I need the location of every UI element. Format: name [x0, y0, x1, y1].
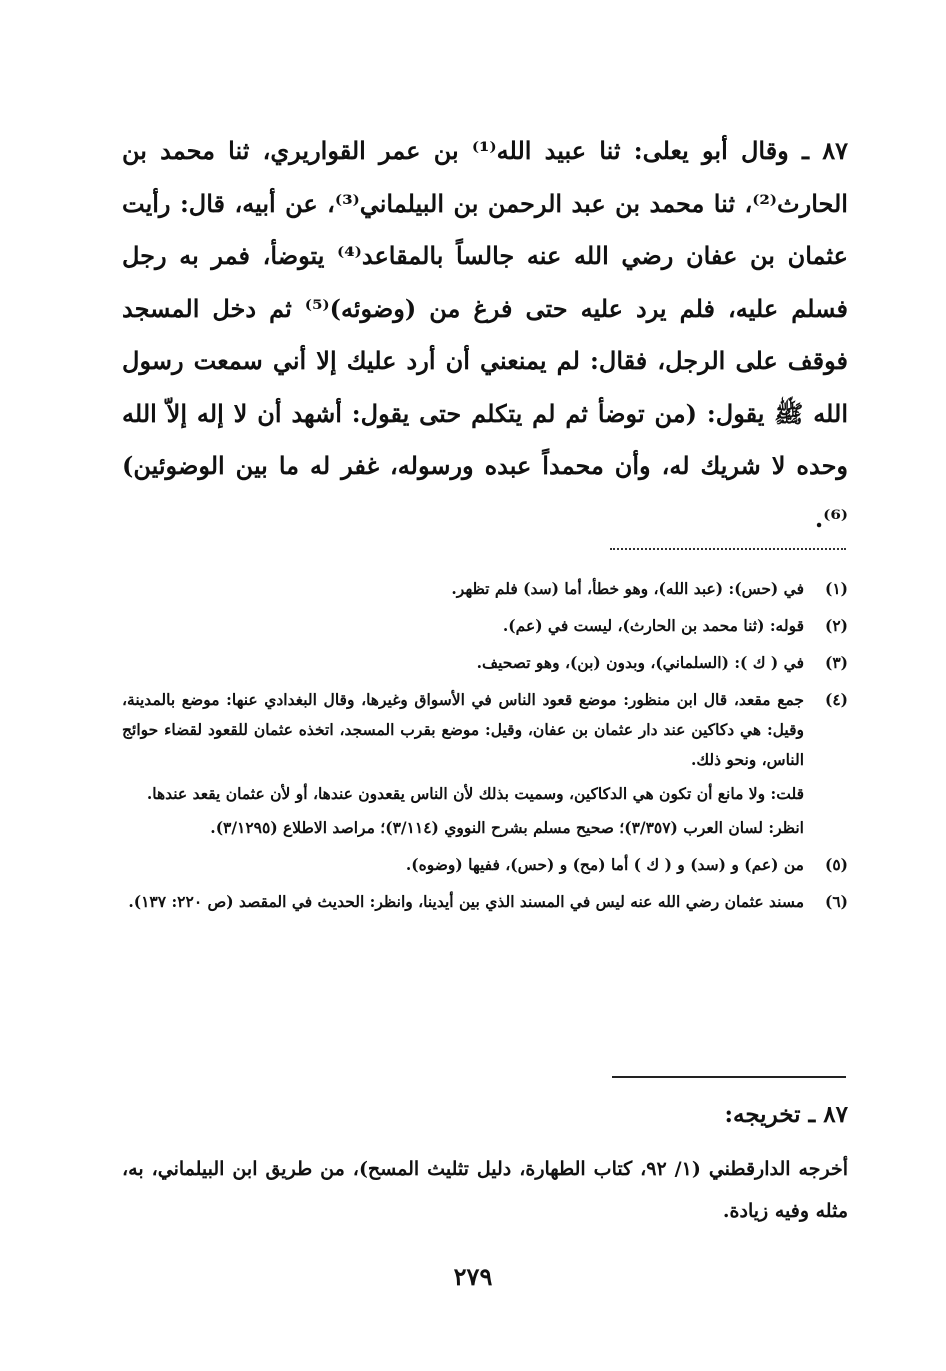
footnote-number: (٣) — [824, 653, 848, 672]
footnote-body — [122, 685, 804, 847]
footnote-text: قوله: (ثنا محمد بن الحارث)، ليست في (عم). — [502, 616, 804, 635]
footnote-3 — [122, 648, 848, 682]
hadith-text — [122, 125, 848, 545]
footnote-6 — [122, 887, 848, 921]
footnote-text: جمع مقعد، قال ابن منظور: موضع قعود الناس في الأسواق وغيرها، وقال البغدادي عنها: موضع بالمدينة، وقيل: هي دكاكين عند دار عثمان بن عفان، وقيل: موضع بقرب المسجد، اتخذه عثمان للقعود لقضاء حوائج الناس، ونحو ذلك. — [122, 690, 804, 769]
footnote-body — [122, 887, 804, 921]
footnote-2 — [122, 611, 848, 645]
footnote-text: في (حس): (عبد الله)، وهو خطأ، أما (سد) فلم تظهر. — [451, 579, 804, 598]
footnote-1 — [122, 574, 848, 608]
footnote-text: مسند عثمان رضي الله عنه ليس في المسند الذي بين أيدينا، وانظر: الحديث في المقصد (ص ٢٢٠: ١٣٧). — [128, 892, 804, 911]
footnote-text: من (عم) و (سد) و ( ك ) أما (مح) و (حس)، ففيها (وضوه). — [405, 855, 804, 874]
dotted-separator — [610, 548, 846, 550]
footnote-number: (٤) — [824, 690, 848, 709]
footnote-number: (٢) — [824, 616, 848, 635]
footnote-4 — [122, 685, 848, 847]
takhrij-text: أخرجه الدارقطني (١/ ٩٢، كتاب الطهارة، دليل تثليث المسح)، من طريق ابن البيلماني، به، مثله وفيه زيادة. — [122, 1158, 848, 1222]
footnote-number: (١) — [824, 579, 848, 598]
footnote-comment: قلت: ولا مانع أن تكون هي الدكاكين، وسميت بذلك لأن الناس يقعدون عندها، أو لأن عثمان يقعد عندها. — [146, 784, 804, 803]
footnote-body — [122, 611, 804, 645]
page-number: ٢٧٩ — [453, 1262, 493, 1291]
hadith-paragraph: ٨٧ ـ وقال أبو يعلى: ثنا عبيد الله⁽¹⁾ بن عمر القواريري، ثنا محمد بن الحارث⁽²⁾، ثنا محمد بن عبد الرحمن بن البيلماني⁽³⁾، عن أبيه، قال: رأيت عثمان بن عفان رضي الله عنه جالساً بالمقاعد⁽⁴⁾ يتوضأ، فمر به رجل فسلم عليه، فلم يرد عليه حتى فرغ من (وضوئه)⁽⁵⁾ ثم دخل المسجد فوقف على الرجل، فقال: لم يمنعني أن أرد عليك إلا أني سمعت رسول الله ﷺ يقول: (من توضأ ثم لم يتكلم حتى يقول: أشهد أن لا إله إلاّ الله وحده لا شريك له، وأن محمداً عبده ورسوله، غفر له ما بين الوضوئين)⁽⁶⁾. — [122, 136, 849, 533]
footnote-number: (٥) — [824, 855, 848, 874]
footnotes — [122, 574, 848, 924]
takhrij-heading: ٨٧ ـ تخريجه: — [724, 1101, 848, 1128]
footnote-references: انظر: لسان العرب (٣/٣٥٧)؛ صحيح مسلم بشرح النووي (٣/١١٤)؛ مراصد الاطلاع (٣/١٢٩٥). — [210, 818, 804, 837]
footnote-text: في ( ك ): (السلماني)، وبدون (بن)، وهو تصحيف. — [476, 653, 804, 672]
footnote-5 — [122, 850, 848, 884]
footnote-body — [122, 850, 804, 884]
footnote-number: (٦) — [824, 892, 848, 911]
section-separator — [612, 1076, 846, 1078]
footnote-body — [122, 648, 804, 682]
footnote-body — [122, 574, 804, 608]
